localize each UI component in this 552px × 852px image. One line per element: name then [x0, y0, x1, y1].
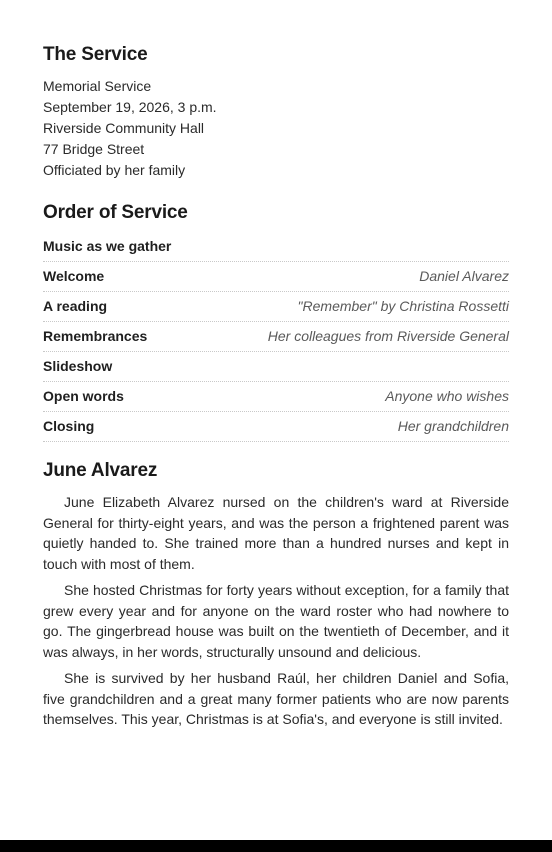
order-row	[43, 232, 509, 262]
service-officiant: Officiated by her family	[43, 162, 186, 178]
order-row	[43, 322, 509, 352]
order-item: Music as we gather	[43, 238, 172, 254]
order-row	[43, 382, 509, 412]
order-participant: "Remember" by Christina Rossetti	[297, 298, 509, 314]
order-participant: Daniel Alvarez	[419, 268, 509, 284]
order-item: Remembrances	[43, 328, 148, 344]
order-row	[43, 262, 509, 292]
order-item: Slideshow	[43, 358, 113, 374]
order-participant: Her colleagues from Riverside General	[267, 328, 509, 344]
bio-paragraph: June Elizabeth Alvarez nursed on the children's ward at Riverside General for thirty-eight years, and was the person a frightened parent was quietly handed to. She trained more than a hundred nurses and kept in touch with most of them.	[43, 494, 509, 572]
service-date: September 19, 2026, 3 p.m.	[43, 99, 217, 115]
bio-text	[43, 492, 509, 730]
service-details	[43, 76, 509, 181]
order-item: Welcome	[43, 268, 105, 284]
service-section	[43, 44, 509, 181]
order-section	[43, 202, 509, 442]
order-row	[43, 352, 509, 382]
order-list	[43, 232, 509, 442]
service-address: 77 Bridge Street	[43, 141, 145, 157]
bottom-bar	[0, 840, 552, 852]
order-participant: Her grandchildren	[397, 418, 509, 434]
order-item: A reading	[43, 298, 108, 314]
order-row	[43, 292, 509, 322]
bio-paragraph: She hosted Christmas for forty years without exception, for a family that grew every year and for anyone on the ward roster who had nowhere to go. The gingerbread house was built on the twentieth of December, and it was always, in her words, structurally unsound and delicious.	[43, 582, 509, 660]
program-page	[43, 44, 509, 736]
bio-heading: June Alvarez	[43, 460, 158, 481]
order-participant: Anyone who wishes	[385, 388, 509, 404]
bio-paragraph: She is survived by her husband Raúl, her children Daniel and Sofia, five grandchildren and a great many former patients who are now parents themselves. This year, Christmas is at Sofia's, and everyone is still invited.	[43, 670, 509, 727]
service-heading: The Service	[43, 44, 148, 65]
service-type: Memorial Service	[43, 78, 152, 94]
service-venue: Riverside Community Hall	[43, 120, 205, 136]
order-row	[43, 412, 509, 442]
order-item: Closing	[43, 418, 95, 434]
bio-section	[43, 460, 509, 730]
order-heading: Order of Service	[43, 202, 188, 223]
order-item: Open words	[43, 388, 124, 404]
